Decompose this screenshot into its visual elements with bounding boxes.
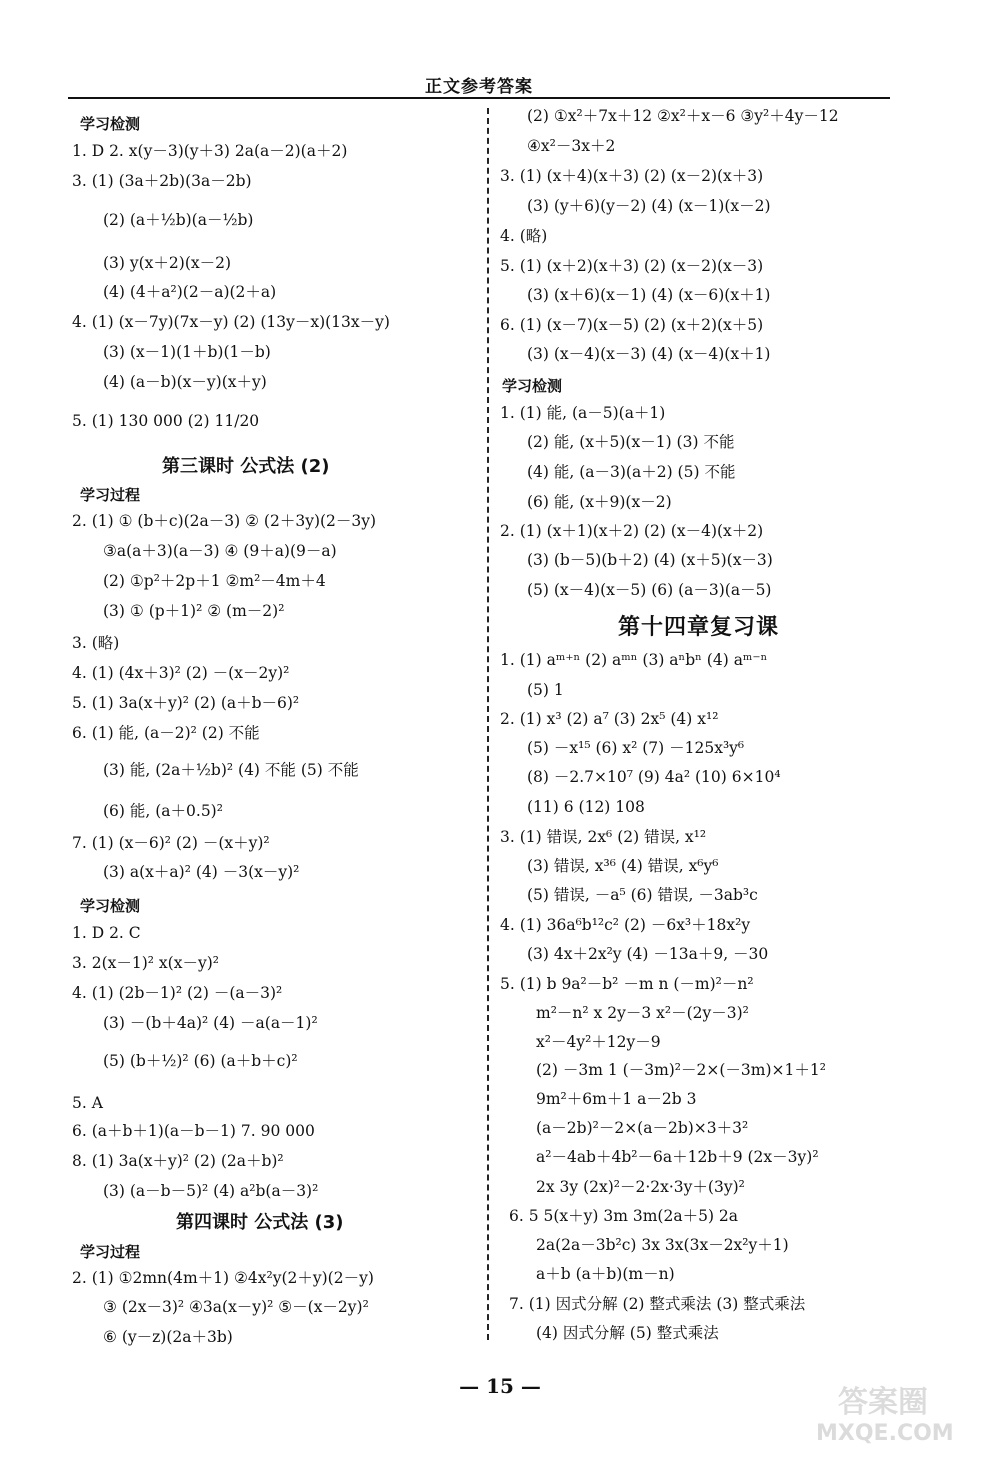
section-heading: 学习检测: [502, 377, 563, 395]
answer-line: (3) ① (p＋1)² ② (m－2)²: [103, 602, 285, 620]
answer-line: 5. (1) 3a(x＋y)² (2) (a＋b－6)²: [72, 694, 300, 712]
answer-line: (3) y(x＋2)(x－2): [103, 254, 232, 272]
answer-line: ④x²－3x＋2: [527, 137, 616, 155]
section-heading: 学习检测: [80, 115, 141, 133]
answer-line: 5. (1) b 9a²－b² －m n (－m)²－n²: [500, 975, 754, 993]
answer-line: x²－4y²＋12y－9: [536, 1033, 661, 1051]
answer-line: ⑥ (y－z)(2a＋3b): [103, 1328, 233, 1346]
answer-line: (3) (x＋6)(x－1) (4) (x－6)(x＋1): [527, 286, 771, 304]
answer-line: (6) 能, (x＋9)(x－2): [527, 493, 672, 511]
answer-line: 3. (略): [72, 634, 120, 652]
answer-line: (3) －(b＋4a)² (4) －a(a－1)²: [103, 1014, 318, 1032]
answer-line: 4. (1) (2b－1)² (2) －(a－3)²: [72, 984, 283, 1002]
answer-line: 4. (1) (4x＋3)² (2) －(x－2y)²: [72, 664, 290, 682]
answer-line: 8. (1) 3a(x＋y)² (2) (2a＋b)²: [72, 1152, 284, 1170]
answer-line: (4) 能, (a－3)(a＋2) (5) 不能: [527, 463, 736, 481]
answer-line: 2. (1) (x＋1)(x＋2) (2) (x－4)(x＋2): [500, 522, 764, 540]
answer-line: 2. (1) x³ (2) a⁷ (3) 2x⁵ (4) x¹²: [500, 710, 719, 728]
answer-line: 4. (1) 36a⁶b¹²c² (2) －6x³＋18x²y: [500, 916, 751, 934]
answer-line: (3) 4x＋2x²y (4) －13a＋9, －30: [527, 945, 769, 963]
answer-line: (3) (a－b－5)² (4) a²b(a－3)²: [103, 1182, 319, 1200]
answer-line: 1. D 2. C: [72, 924, 141, 942]
answer-line: (5) (x－4)(x－5) (6) (a－3)(a－5): [527, 581, 772, 599]
answer-line: (8) －2.7×10⁷ (9) 4a² (10) 6×10⁴: [527, 768, 781, 786]
page-header: 正文参考答案: [425, 77, 533, 97]
answer-line: (3) a(x＋a)² (4) －3(x－y)²: [103, 863, 300, 881]
answer-line: (2) (a＋½b)(a－½b): [103, 211, 254, 229]
answer-line: 6. (1) 能, (a－2)² (2) 不能: [72, 724, 260, 742]
answer-line: 1. D 2. x(y－3)(y＋3) 2a(a－2)(a＋2): [72, 142, 348, 160]
answer-line: (2) ①p²＋2p＋1 ②m²－4m＋4: [103, 572, 326, 590]
answer-line: (3) 能, (2a＋½b)² (4) 不能 (5) 不能: [103, 761, 359, 779]
answer-line: 3. (1) (3a＋2b)(3a－2b): [72, 172, 252, 190]
answer-line: 2. (1) ①2mn(4m＋1) ②4x²y(2＋y)(2－y): [72, 1269, 374, 1287]
lesson-title: 第四课时 公式法 (3): [176, 1212, 344, 1233]
answer-line: a²－4ab＋4b²－6a＋12b＋9 (2x－3y)²: [536, 1148, 819, 1166]
answer-line: 6. (1) (x－7)(x－5) (2) (x＋2)(x＋5): [500, 316, 764, 334]
chapter-title: 第十四章复习课: [618, 614, 780, 640]
answer-line: 5. (1) 130 000 (2) 11/20: [72, 412, 260, 430]
answer-line: 6. 5 5(x＋y) 3m 3m(2a＋5) 2a: [509, 1207, 739, 1225]
answer-line: (11) 6 (12) 108: [527, 798, 645, 816]
answer-line: (4) 因式分解 (5) 整式乘法: [536, 1324, 719, 1342]
answer-line: (3) (x－1)(1＋b)(1－b): [103, 343, 271, 361]
header-rule: [68, 97, 890, 99]
answer-line: (2) －3m 1 (－3m)²－2×(－3m)×1＋1²: [536, 1061, 826, 1079]
answer-line: 3. 2(x－1)² x(x－y)²: [72, 954, 219, 972]
answer-line: 6. (a＋b＋1)(a－b－1) 7. 90 000: [72, 1122, 315, 1140]
answer-line: (5) 1: [527, 681, 564, 699]
section-heading: 学习过程: [80, 486, 141, 504]
answer-line: a＋b (a＋b)(m－n): [536, 1265, 675, 1283]
column-divider: [487, 108, 489, 1340]
answer-line: 1. (1) 能, (a－5)(a＋1): [500, 404, 666, 422]
answer-line: (2) ①x²＋7x＋12 ②x²＋x－6 ③y²＋4y－12: [527, 107, 839, 125]
answer-line: (a－2b)²－2×(a－2b)×3＋3²: [536, 1119, 749, 1137]
answer-line: 7. (1) 因式分解 (2) 整式乘法 (3) 整式乘法: [509, 1295, 806, 1313]
answer-line: (2) 能, (x＋5)(x－1) (3) 不能: [527, 433, 735, 451]
answer-line: 5. A: [72, 1094, 103, 1112]
answer-line: 3. (1) 错误, 2x⁶ (2) 错误, x¹²: [500, 828, 707, 846]
lesson-title: 第三课时 公式法 (2): [162, 456, 330, 477]
answer-line: (3) (x－4)(x－3) (4) (x－4)(x＋1): [527, 345, 771, 363]
answer-line: 2. (1) ① (b＋c)(2a－3) ② (2＋3y)(2－3y): [72, 512, 377, 530]
answer-line: 9m²＋6m＋1 a－2b 3: [536, 1090, 697, 1108]
answer-line: 7. (1) (x－6)² (2) －(x＋y)²: [72, 834, 270, 852]
answer-line: (4) (a－b)(x－y)(x＋y): [103, 373, 267, 391]
answer-line: (5) 错误, －a⁵ (6) 错误, －3ab³c: [527, 886, 758, 904]
answer-line: (6) 能, (a＋0.5)²: [103, 802, 223, 820]
answer-line: 4. (略): [500, 227, 548, 245]
answer-line: ③ (2x－3)² ④3a(x－y)² ⑤－(x－2y)²: [103, 1298, 369, 1316]
watermark-title: 答案圈: [838, 1385, 928, 1420]
answer-line: 3. (1) (x＋4)(x＋3) (2) (x－2)(x＋3): [500, 167, 764, 185]
answer-line: (5) (b＋½)² (6) (a＋b＋c)²: [103, 1052, 298, 1070]
answer-line: (3) (y＋6)(y－2) (4) (x－1)(x－2): [527, 197, 771, 215]
answer-line: 2a(2a－3b²c) 3x 3x(3x－2x²y＋1): [536, 1236, 789, 1254]
section-heading: 学习过程: [80, 1243, 141, 1261]
answer-line: 5. (1) (x＋2)(x＋3) (2) (x－2)(x－3): [500, 257, 764, 275]
answer-line: (5) －x¹⁵ (6) x² (7) －125x³y⁶: [527, 739, 745, 757]
watermark-url: MXQE.COM: [816, 1421, 954, 1446]
page-number: — 15 —: [459, 1374, 541, 1398]
answer-line: (3) (b－5)(b＋2) (4) (x＋5)(x－3): [527, 551, 773, 569]
answer-line: 2x 3y (2x)²－2·2x·3y＋(3y)²: [536, 1178, 745, 1196]
answer-line: m²－n² x 2y－3 x²－(2y－3)²: [536, 1004, 749, 1022]
answer-line: 4. (1) (x－7y)(7x－y) (2) (13y－x)(13x－y): [72, 313, 390, 331]
answer-line: ③a(a＋3)(a－3) ④ (9＋a)(9－a): [103, 542, 337, 560]
watermark-logo: [808, 1378, 983, 1446]
answer-line: (4) (4＋a²)(2－a)(2＋a): [103, 283, 277, 301]
section-heading: 学习检测: [80, 897, 141, 915]
answer-line: 1. (1) aᵐ⁺ⁿ (2) aᵐⁿ (3) aⁿbⁿ (4) aᵐ⁻ⁿ: [500, 651, 768, 669]
answer-line: (3) 错误, x³⁶ (4) 错误, x⁶y⁶: [527, 857, 719, 875]
